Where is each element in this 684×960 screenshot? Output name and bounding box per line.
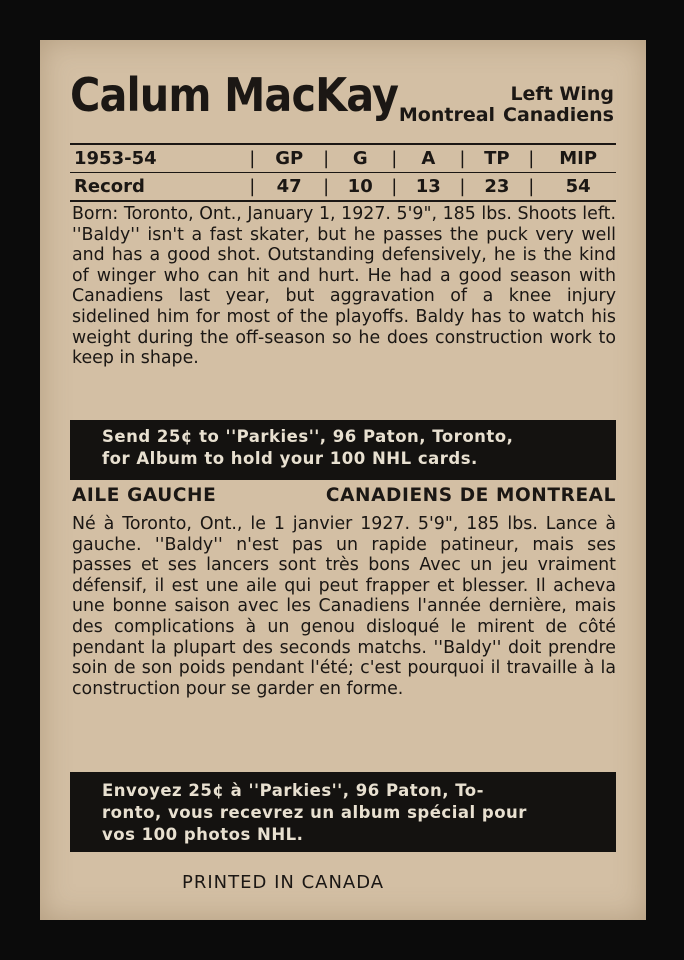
player-team bbox=[399, 105, 614, 126]
bio-english: Born: Toronto, Ont., January 1, 1927. 5'9", 185 lbs. Shoots left. ''Baldy'' isn't a fast skater, but he passes the puck very well and has a good shot. Outstanding defensively, he is the kind of winger who can hit and hurt. He had a good season with Canadiens last year, but aggravation of a knee injury sidelined him for most of the playoffs. Baldy has to watch his weight during the off-season so he does construction work to keep in shape. bbox=[72, 204, 616, 369]
player-position: Left Wing bbox=[510, 83, 614, 105]
stats-table bbox=[70, 143, 616, 202]
stats-divider: | bbox=[385, 144, 403, 173]
stats-header-mip: MIP bbox=[540, 144, 616, 173]
bio-french: Né à Toronto, Ont., le 1 janvier 1927. 5'9", 185 lbs. Lance à gauche. ''Baldy'' n'est pas un rapide patineur, mais ses passes et ses lancers sont très bons Avec un jeu vraiment défensif, il est une aile qui peut frapper et blesser. Il acheva une bonne saison avec les Canadiens l'année dernière, mais des complications à un genou disloqué le mirent de côté pendant la plupart des seconds matchs. ''Baldy'' doit prendre soin de son poids pendant l'été; c'est pourquoi il travaille à la construction pour se garder en forme. bbox=[72, 514, 616, 699]
stats-value-a: 13 bbox=[403, 173, 453, 202]
stats-value-tp: 23 bbox=[471, 173, 522, 202]
stats-record-label: Record bbox=[70, 173, 243, 202]
stats-header-a: A bbox=[403, 144, 453, 173]
promo-english bbox=[70, 420, 616, 480]
team-city: Montreal bbox=[398, 104, 496, 126]
stats-value-row bbox=[70, 173, 616, 202]
stats-divider: | bbox=[453, 144, 471, 173]
stats-divider: | bbox=[243, 173, 261, 202]
stats-divider: | bbox=[522, 144, 540, 173]
stats-divider: | bbox=[317, 144, 335, 173]
stats-header-row bbox=[70, 144, 616, 173]
stats-header-gp: GP bbox=[261, 144, 317, 173]
stats-header-tp: TP bbox=[471, 144, 522, 173]
stats-divider: | bbox=[243, 144, 261, 173]
stats-header-g: G bbox=[335, 144, 385, 173]
french-team: CANADIENS DE MONTREAL bbox=[325, 485, 616, 506]
promo-french-line: ronto, vous recevrez un album spécial pour bbox=[102, 803, 527, 822]
stats-divider: | bbox=[317, 173, 335, 202]
promo-english-line: Send 25¢ to ''Parkies'', 96 Paton, Toronto, bbox=[102, 427, 514, 446]
stats-divider: | bbox=[385, 173, 403, 202]
promo-french-line: vos 100 photos NHL. bbox=[102, 825, 304, 844]
printed-in-canada: PRINTED IN CANADA bbox=[182, 872, 385, 893]
promo-french-line: Envoyez 25¢ à ''Parkies'', 96 Paton, To- bbox=[102, 781, 484, 800]
card-back bbox=[40, 40, 646, 920]
team-name: Canadiens bbox=[503, 104, 614, 126]
french-position: AILE GAUCHE bbox=[72, 485, 217, 506]
player-position-block bbox=[399, 84, 614, 126]
stats-divider: | bbox=[522, 173, 540, 202]
stats-value-mip: 54 bbox=[540, 173, 616, 202]
stats-season: 1953-54 bbox=[70, 144, 243, 173]
promo-french bbox=[70, 772, 616, 852]
stats-value-g: 10 bbox=[335, 173, 385, 202]
stats-value-gp: 47 bbox=[261, 173, 317, 202]
player-name: Calum MacKay bbox=[70, 68, 399, 122]
promo-english-line: for Album to hold your 100 NHL cards. bbox=[102, 449, 478, 468]
french-heading bbox=[72, 485, 616, 506]
stats-divider: | bbox=[453, 173, 471, 202]
